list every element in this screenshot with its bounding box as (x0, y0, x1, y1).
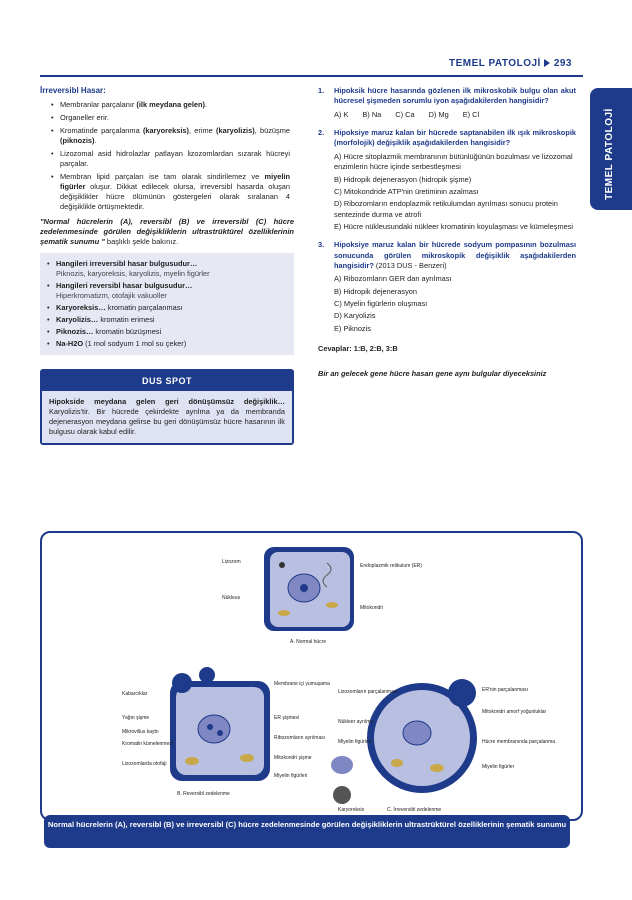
option: D) Ribozomların endoplazmik retikulumdan ayrılması sonucu protein sentezinde durma ve atrofi (334, 199, 558, 219)
svg-text:Ribozomların ayrılması: Ribozomların ayrılması (274, 735, 326, 741)
svg-text:Hücre membranında parçalanma: Hücre membranında parçalanma (482, 739, 556, 745)
option: D) Karyolizis (334, 311, 376, 321)
option: E) Hücre nükleusundaki nükleer kromatinin koyulaşması ve kümeleşmesi (334, 221, 574, 231)
page-header (449, 58, 572, 69)
header-rule (40, 75, 583, 77)
option: D) Mg (428, 109, 449, 119)
answer-options (334, 110, 576, 120)
svg-text:Karyoreksis: Karyoreksis (338, 807, 365, 813)
side-tab-label: TEMEL PATOLOJİ (604, 108, 615, 200)
summary-item: • Piknozis… kromatin büzüşmesi (56, 327, 288, 337)
list-item: • Lizozomal asid hidrolazlar patlayan lizozomlardan sızarak hücreyi parçalar. (60, 149, 294, 169)
summary-item: • Karyolizis… kromatin erimesi (56, 315, 288, 325)
question-text: Hipoksiye maruz kalan bir hücrede sodyum pompasının bozulması sonucunda görülen mikroskopik değişiklik aşağıdakilerden hangisidir? (2013 DUS - Benzeri) (334, 240, 576, 271)
svg-text:Yağın şişme: Yağın şişme (122, 715, 150, 721)
figure-caption: Normal hücrelerin (A), reversibl (B) ve irreversibl (C) hücre zedelenmesinde görülen değişikliklerin ultrastrüktürel özelliklerinin şematik sunumu (44, 815, 570, 848)
closing-note: Bir an gelecek gene hücre hasarı gene aynı bulgular diyeceksiniz (318, 368, 547, 378)
question-3: 3. Hipoksiye maruz kalan bir hücrede sodyum pompasının bozulması sonucunda görülen mikroskopik değişiklik aşağıdakilerden hangisidir? (2013 DUS - Benzeri) A) Ribozomların GER dan ayrılması B) Hidropik dejenerasyon C) Myelin figürlerin oluşması D) Karyolizis E) Piknozis (318, 240, 576, 333)
summary-item: • Na-H2O (1 mol sodyum 1 mol su çeker) (56, 339, 288, 349)
question-text: Hipoksik hücre hasarında gözlenen ilk mikroskobik bulgu olan akut hücresel şişmeden sorumlu iyon aşağıdakilerden hangisidir? (334, 86, 576, 106)
question-text: Hipoksiye maruz kalan bir hücrede saptanabilen ilk ışık mikroskopik (morfolojik) değişiklik aşağıdakilerden hangisidir? (334, 128, 576, 148)
question-2: 2. Hipoksiye maruz kalan bir hücrede saptanabilen ilk ışık mikroskopik (morfolojik) değişiklik aşağıdakilerden hangisidir? A) Hücre sitoplazmik membranının bütünlüğünün bozulması ve lizozomal enzimlerin hücre içinde serbestleşmesi B) Hidropik dejenerasyon (hidropik şişme) C) Mitokondride ATP'nin üretiminin azalması D) Ribozomların endoplazmik retikulumdan ayrılması sonucu protein sentezinde durma ve atrofi E) Hücre nükleusundaki nükleer kromatinin koyulaşması ve kümeleşmesi (318, 128, 576, 231)
label-lysosome: Lizozom (222, 559, 241, 565)
label-reversible: B. Reversibl zedelenme (177, 791, 230, 797)
label-mitochondria: Mitokondri (360, 605, 384, 611)
svg-text:Miyelin figürleri: Miyelin figürleri (274, 773, 308, 779)
option: E) Cl (462, 109, 480, 119)
svg-text:Kromatin kümelenmesi: Kromatin kümelenmesi (122, 741, 173, 747)
list-item: • Membranlar parçalanır (ilk meydana gelen). (60, 100, 294, 110)
svg-text:Lizozomların parçalanması: Lizozomların parçalanması (338, 689, 398, 695)
summary-box (40, 253, 294, 355)
summary-item: • Karyoreksis… kromatin parçalanması (56, 303, 288, 313)
dus-spot-body: Hipokside meydana gelen geri dönüşümsüz değişiklik… Karyolizis'tir. Bir hücrede çekirdekte ayrılma ya da membranda dejenerasyon meydana gelirse bu geri dönüşümsüz hücre hasarının ilk bulgusu olarak kabul edilir. (42, 391, 292, 443)
svg-text:Mitokondri şişme: Mitokondri şişme (274, 755, 312, 761)
figure-reference: "Normal hücrelerin (A), reversibl (B) ve irreversibl (C) hücre zedelenmesinde görülen değişikliklerin ultrastrüktürel özelliklerinin şematik sunumu " başlıklı şekle bakınız. (40, 216, 294, 246)
option: A) Ribozomların GER dan ayrılması (334, 274, 452, 284)
page-number: 293 (553, 58, 572, 69)
arrow-right-icon (544, 59, 550, 67)
label-normal-cell: A. Normal hücre (290, 639, 327, 645)
svg-text:Membrane içi yumuşama: Membrane içi yumuşama (274, 681, 330, 687)
svg-text:Nükleer ayrılma: Nükleer ayrılma (338, 719, 374, 725)
label-er: Endoplazmik retikulum (ER) (360, 563, 422, 569)
question-1: 1. Hipoksik hücre hasarında gözlenen ilk mikroskobik bulgu olan akut hücresel şişmeden sorumlu iyon aşağıdakilerden hangisidir? A) K B) Na C) Ca D) Mg E) Cl (318, 86, 576, 119)
option: A) Hücre sitoplazmik membranının bütünlüğünün bozulması ve lizozomal enzimlerin hücre içinde serbestleşmesi (334, 151, 573, 172)
svg-text:Mikrovillus kaybı: Mikrovillus kaybı (122, 729, 159, 735)
irreversible-title: İrreversibl Hasar: (40, 86, 106, 95)
answers: Cevaplar: 1:B, 2:B, 3:B (318, 344, 398, 354)
option: B) Na (362, 109, 382, 119)
option: A) K (334, 109, 349, 119)
answer-options (334, 274, 576, 334)
list-item: • Organeller erir. (60, 113, 294, 123)
cell-diagram (42, 533, 581, 819)
section-title: TEMEL PATOLOJİ (448, 58, 541, 69)
list-item: • Membran lipid parçaları ise tam olarak sindirilemez ve miyelin figürler oluşur. Dikkat edilecek olursa, irreversibl hasarda oluşan değişiklikler hücre ölümünün göstergeleri olarak sıralanan 4 değişiklikle örtüşmektedir. (60, 172, 294, 212)
normal-cell (222, 547, 422, 645)
option: B) Hidropik dejenerasyon (334, 286, 417, 296)
svg-text:ER şişmesi: ER şişmesi (274, 715, 300, 721)
answer-options (334, 152, 576, 233)
label-irreversible: C. İrreversibl zedelenme (387, 807, 442, 813)
irreversible-list (60, 100, 294, 212)
option: E) Piknozis (334, 323, 371, 333)
dus-spot-box (40, 369, 294, 445)
list-item: • Kromatinde parçalanma (karyoreksis), erime (karyolizis), büzüşme (piknozis). (60, 126, 294, 146)
svg-text:Kabarcıklar: Kabarcıklar (122, 691, 148, 697)
irreversible-cell (331, 679, 555, 813)
svg-text:Lizozomlarda otofaji: Lizozomlarda otofaji (122, 761, 167, 767)
option: B) Hidropik dejenerasyon (hidropik şişme) (334, 174, 472, 184)
right-column (318, 86, 576, 379)
option: C) Ca (395, 109, 415, 119)
option: C) Myelin figürlerin oluşması (334, 299, 428, 309)
svg-text:ER'nin parçalanması: ER'nin parçalanması (482, 687, 528, 693)
left-column (40, 86, 294, 445)
svg-text:Miyelin figürler: Miyelin figürler (482, 764, 515, 770)
side-section-tab (590, 88, 632, 210)
svg-text:Mitokondri amorf yoğunluklar: Mitokondri amorf yoğunluklar (482, 709, 547, 715)
summary-item: • Hangileri irreversibl hasar bulgusudur… Piknozis, karyoreksis, karyolizis, myelin figürler (56, 259, 288, 279)
reversible-cell (122, 667, 330, 797)
dus-spot-title: DUS SPOT (42, 371, 292, 391)
cell-injury-figure (40, 531, 583, 821)
option: C) Mitokondride ATP'nin üretiminin azalması (334, 186, 479, 196)
label-nucleus: Nükleus (222, 595, 241, 601)
summary-item: • Hangileri reversibl hasar bulgusudur… Hiperkromatizm, otofajik vakuoller (56, 281, 288, 301)
svg-text:Miyelin figürleri: Miyelin figürleri (338, 739, 372, 745)
